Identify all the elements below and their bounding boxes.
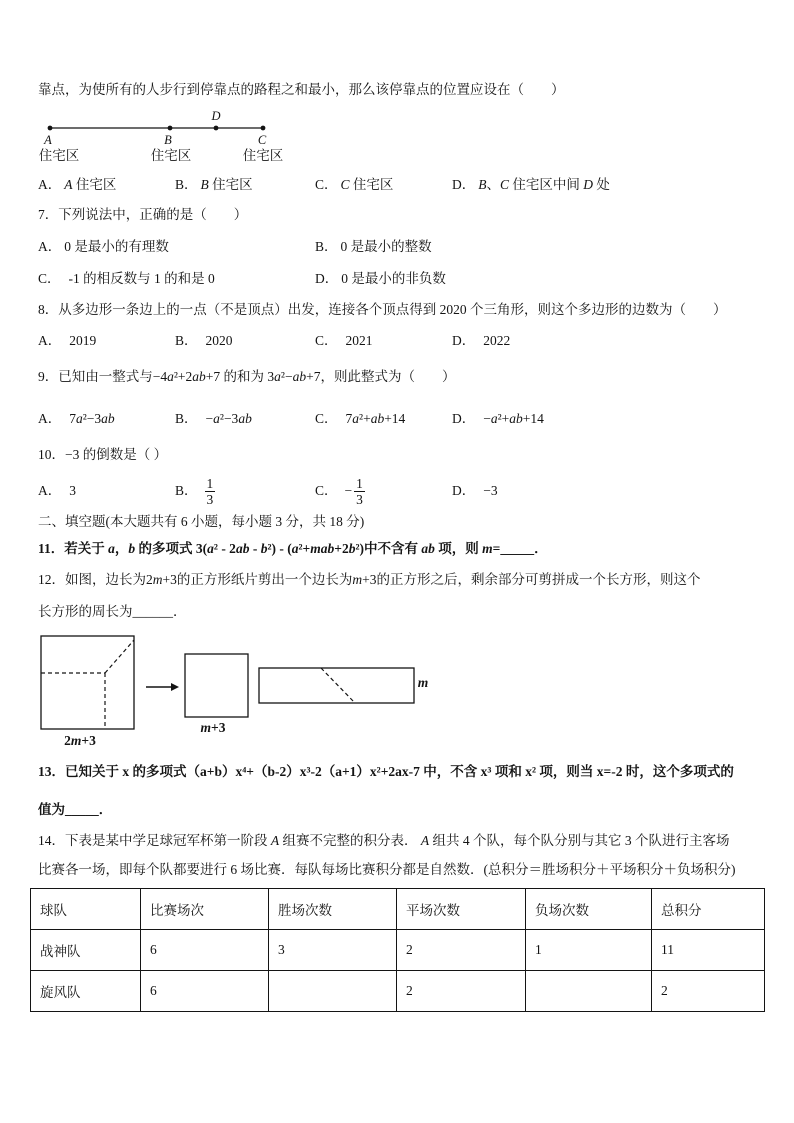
question-text: −3 的倒数是（ ） [65, 447, 168, 462]
table-header-cell: 胜场次数 [269, 889, 397, 930]
q8-option-d [452, 331, 510, 351]
q8-option-b [175, 331, 233, 351]
table-row [31, 930, 765, 971]
point-d-label: D [211, 109, 221, 123]
q7-option-c [38, 269, 215, 289]
point-b-dot [168, 126, 173, 131]
residential-area-c-caption: 住宅区 [242, 148, 284, 163]
q7-option-a [38, 237, 169, 257]
q6-option-c [315, 175, 393, 195]
table-cell [269, 971, 397, 1012]
point-c-label: C [257, 133, 267, 147]
question-text: 若关于 a，b 的多项式 3(a² - 2ab - b²) - (a²+mab+2b²)中不含有 ab 项，则 m=_____． [64, 541, 548, 556]
option-value: −3 [483, 483, 498, 498]
question-14-line-1 [38, 831, 730, 851]
q6-option-d [452, 175, 610, 195]
option-text: 2022 [483, 333, 511, 348]
question-7-stem: 7．下列说法中，正确的是（ ） [38, 207, 248, 222]
question-9-stem [38, 367, 455, 387]
table-cell: 6 [141, 971, 269, 1012]
option-text: 0 是最小的有理数 [64, 239, 169, 254]
fraction [354, 476, 365, 507]
table-header-cell: 比赛场次 [141, 889, 269, 930]
option-expression: 7a²+ab+14 [345, 411, 406, 426]
option-key: A． [38, 483, 62, 498]
question-8-stem: 8．从多边形一条边上的一点（不是顶点）出发，连接各个顶点得到 2020 个三角形，则这个多边形的边数为（ ） [38, 302, 727, 317]
q7-option-d [315, 269, 446, 289]
point-d-dot [214, 126, 219, 131]
option-expression: 7a²−3ab [69, 411, 115, 426]
option-key: B． [175, 411, 198, 426]
negative-sign: − [344, 483, 353, 498]
question-number: 10． [38, 447, 65, 462]
option-text: -1 的相反数与 1 的和是 0 [68, 271, 215, 286]
question-text: 下表是某中学足球冠军杯第一阶段 A 组赛不完整的积分表． A 组共 4 个队，每个队分别与其它 3 个队进行主客场 [65, 833, 730, 848]
score-table [30, 888, 765, 1012]
option-text: 2020 [205, 333, 233, 348]
point-a-dot [48, 126, 53, 131]
question-10-stem [38, 445, 167, 465]
table-cell: 战神队 [31, 930, 141, 971]
table-cell: 6 [141, 930, 269, 971]
option-text: A 住宅区 [64, 177, 117, 192]
fraction-denominator: 3 [356, 491, 363, 507]
option-text: 2019 [69, 333, 97, 348]
q9-option-a [38, 409, 115, 429]
option-key: C． [315, 333, 338, 348]
option-key: D． [315, 271, 339, 286]
option-key: B． [315, 239, 338, 254]
q6-option-a [38, 175, 116, 195]
rectangle-seam-line [321, 668, 355, 703]
table-header-cell: 平场次数 [397, 889, 526, 930]
q10-option-d [452, 475, 498, 507]
table-cell: 1 [526, 930, 652, 971]
fraction-numerator: 1 [206, 475, 214, 491]
table-cell: 2 [397, 930, 526, 971]
option-key: A． [38, 239, 62, 254]
fraction-numerator: 1 [356, 475, 363, 491]
question-13-line-2: 值为_____． [38, 802, 113, 817]
q10-option-a [38, 475, 76, 507]
question-12-line-2: 长方形的周长为______． [38, 604, 187, 619]
option-key: D． [452, 483, 476, 498]
question-14-line-2: 比赛各一场，即每个队都要进行 6 场比赛．每队每场比赛积分都是自然数．(总积分＝胜场积分＋平场积分＋负场积分) [38, 862, 736, 877]
option-key: C． [315, 483, 338, 498]
point-a-label: A [44, 133, 52, 147]
table-cell: 3 [269, 930, 397, 971]
arrow-head [171, 683, 179, 691]
question-12-line-1 [38, 570, 701, 590]
table-header-cell: 总积分 [652, 889, 765, 930]
option-key: C． [38, 271, 61, 286]
q10-option-c [315, 475, 365, 507]
option-key: D． [452, 411, 476, 426]
option-key: C． [315, 177, 338, 192]
option-text: C 住宅区 [340, 177, 394, 192]
question-6-stem-continuation: 靠点，为使所有的人步行到停靠点的路程之和最小，那么该停靠点的位置应设在（ ） [38, 82, 565, 97]
q9-option-d [452, 409, 544, 429]
table-row [31, 971, 765, 1012]
option-key: A． [38, 333, 62, 348]
table-cell: 11 [652, 930, 765, 971]
question-text: 已知由一整式与−4a²+2ab+7 的和为 3a²−ab+7，则此整式为（ ） [58, 369, 456, 384]
rectangle-side-label: m [417, 675, 429, 690]
question-number: 9． [38, 369, 59, 384]
table-cell: 2 [397, 971, 526, 1012]
point-c-dot [261, 126, 266, 131]
option-key: D． [452, 177, 476, 192]
cut-line-diagonal [105, 640, 134, 673]
fraction-denominator: 3 [206, 491, 214, 507]
table-header-cell: 球队 [31, 889, 141, 930]
option-expression: −a²−3ab [205, 411, 252, 426]
q9-option-b [175, 409, 252, 429]
q7-option-b [315, 237, 432, 257]
q10-option-b [175, 475, 215, 507]
option-text: 2021 [345, 333, 373, 348]
option-key: B． [175, 177, 198, 192]
option-value: 3 [69, 483, 76, 498]
section-heading-fill-in: 二、填空题(本大题共有 6 小题，每小题 3 分，共 18 分) [38, 514, 365, 529]
q9-option-c [315, 409, 405, 429]
large-square-side-label: 2m+3 [64, 733, 96, 748]
question-number: 14． [38, 833, 65, 848]
option-key: A． [38, 411, 62, 426]
fraction [205, 476, 216, 507]
option-key: B． [175, 333, 198, 348]
option-text: B 住宅区 [200, 177, 253, 192]
option-text: 0 是最小的整数 [340, 239, 432, 254]
small-square-side-label: m+3 [200, 720, 226, 735]
question-number: 11． [38, 541, 65, 556]
table-header-row [31, 889, 765, 930]
question-number: 12． [38, 572, 65, 587]
q6-option-b [175, 175, 253, 195]
option-key: B． [175, 483, 198, 498]
option-key: C． [315, 411, 338, 426]
q8-option-a [38, 331, 96, 351]
option-text: 0 是最小的非负数 [341, 271, 446, 286]
option-text: B、C 住宅区中间 D 处 [478, 177, 610, 192]
residential-area-b-caption: 住宅区 [150, 148, 192, 163]
question-text: 如图，边长为2m+3的正方形纸片剪出一个边长为m+3的正方形之后，剩余部分可剪拼成一个长方形，则这个 [65, 572, 701, 587]
table-header-cell: 负场次数 [526, 889, 652, 930]
question-11 [38, 539, 548, 559]
point-b-label: B [164, 133, 172, 147]
option-key: A． [38, 177, 62, 192]
table-cell: 2 [652, 971, 765, 1012]
option-key: D． [452, 333, 476, 348]
table-cell [526, 971, 652, 1012]
q8-option-c [315, 331, 373, 351]
large-square [41, 636, 134, 729]
residential-area-a-caption: 住宅区 [38, 148, 80, 163]
table-cell: 旋风队 [31, 971, 141, 1012]
small-square [185, 654, 248, 717]
result-rectangle [259, 668, 414, 703]
question-13-line-1: 13．已知关于 x 的多项式（a+b）x⁴+（b-2）x³-2（a+1）x²+2ax-7 中，不含 x³ 项和 x² 项，则当 x=-2 时，这个多项式的 [38, 764, 734, 779]
option-expression: −a²+ab+14 [483, 411, 544, 426]
